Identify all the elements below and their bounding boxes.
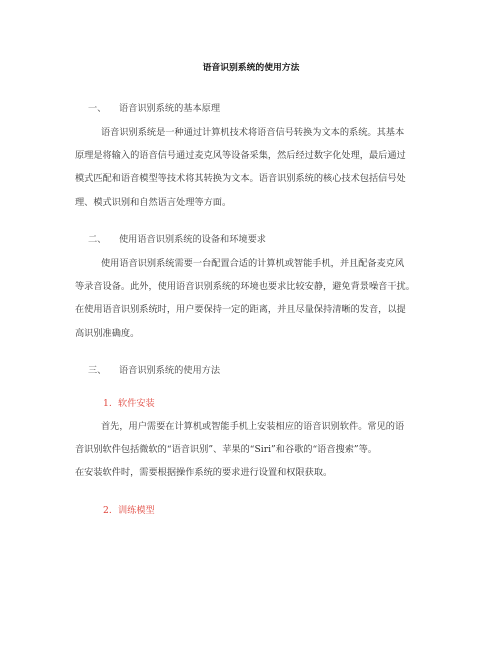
paragraph-line: 高识别准确度。 xyxy=(75,327,140,339)
subsection-heading-text-2: 训练模型 xyxy=(118,505,155,516)
paragraph-line: 在使用语音识别系统时，用户要保持一定的距离，并且尽量保持清晰的发音，以提 xyxy=(75,304,406,316)
section-heading-2 xyxy=(88,234,266,246)
section-heading-text-2: 使用语音识别系统的设备和环境要求 xyxy=(119,234,266,245)
subsection-heading-1 xyxy=(103,398,155,410)
section-number-2: 二、 xyxy=(88,234,107,245)
paragraph-line: 原理是将输入的语音信号通过麦克风等设备采集，然后经过数字化处理，最后通过 xyxy=(75,150,406,162)
document-title: 语音识别系统的使用方法 xyxy=(202,63,300,73)
subsection-heading-text-1: 软件安装 xyxy=(118,398,155,409)
paragraph-line: 语音识别系统是一种通过计算机技术将语音信号转换为文本的系统。其基本 xyxy=(101,127,405,138)
paragraph-line: 使用语音识别系统需要一台配置合适的计算机或智能手机，并且配备麦克风 xyxy=(101,258,405,269)
section-number-1: 一、 xyxy=(88,103,107,114)
subsection-1-paragraph xyxy=(75,415,435,485)
subsection-heading-2 xyxy=(103,505,155,517)
section-heading-3 xyxy=(88,365,220,377)
section-heading-text-1: 语音识别系统的基本原理 xyxy=(119,103,221,114)
paragraph-line: 音识别软件包括微软的“语音识别”、苹果的“Siri”和谷歌的“语音搜索”等。 xyxy=(75,444,377,456)
paragraph-line: 模式匹配和语音模型等技术将其转换为文本。语音识别系统的核心技术包括信号处 xyxy=(75,173,406,185)
paragraph-line: 首先，用户需要在计算机或智能手机上安装相应的语音识别软件。常见的语 xyxy=(101,421,405,432)
section-number-3: 三、 xyxy=(88,365,107,376)
section-2-paragraph xyxy=(75,252,435,345)
section-heading-1 xyxy=(88,103,220,115)
section-heading-text-3: 语音识别系统的使用方法 xyxy=(119,365,221,376)
paragraph-line: 理、模式识别和自然语言处理等方面。 xyxy=(75,196,232,208)
section-1-paragraph xyxy=(75,121,435,214)
subsection-number-2: 2. xyxy=(103,505,112,516)
paragraph-line: 等录音设备。此外，使用语音识别系统的环境也要求比较安静，避免背景噪音干扰。 xyxy=(75,281,415,293)
subsection-number-1: 1. xyxy=(103,398,112,409)
paragraph-line: 在安装软件时，需要根据操作系统的要求进行设置和权限获取。 xyxy=(75,467,333,479)
